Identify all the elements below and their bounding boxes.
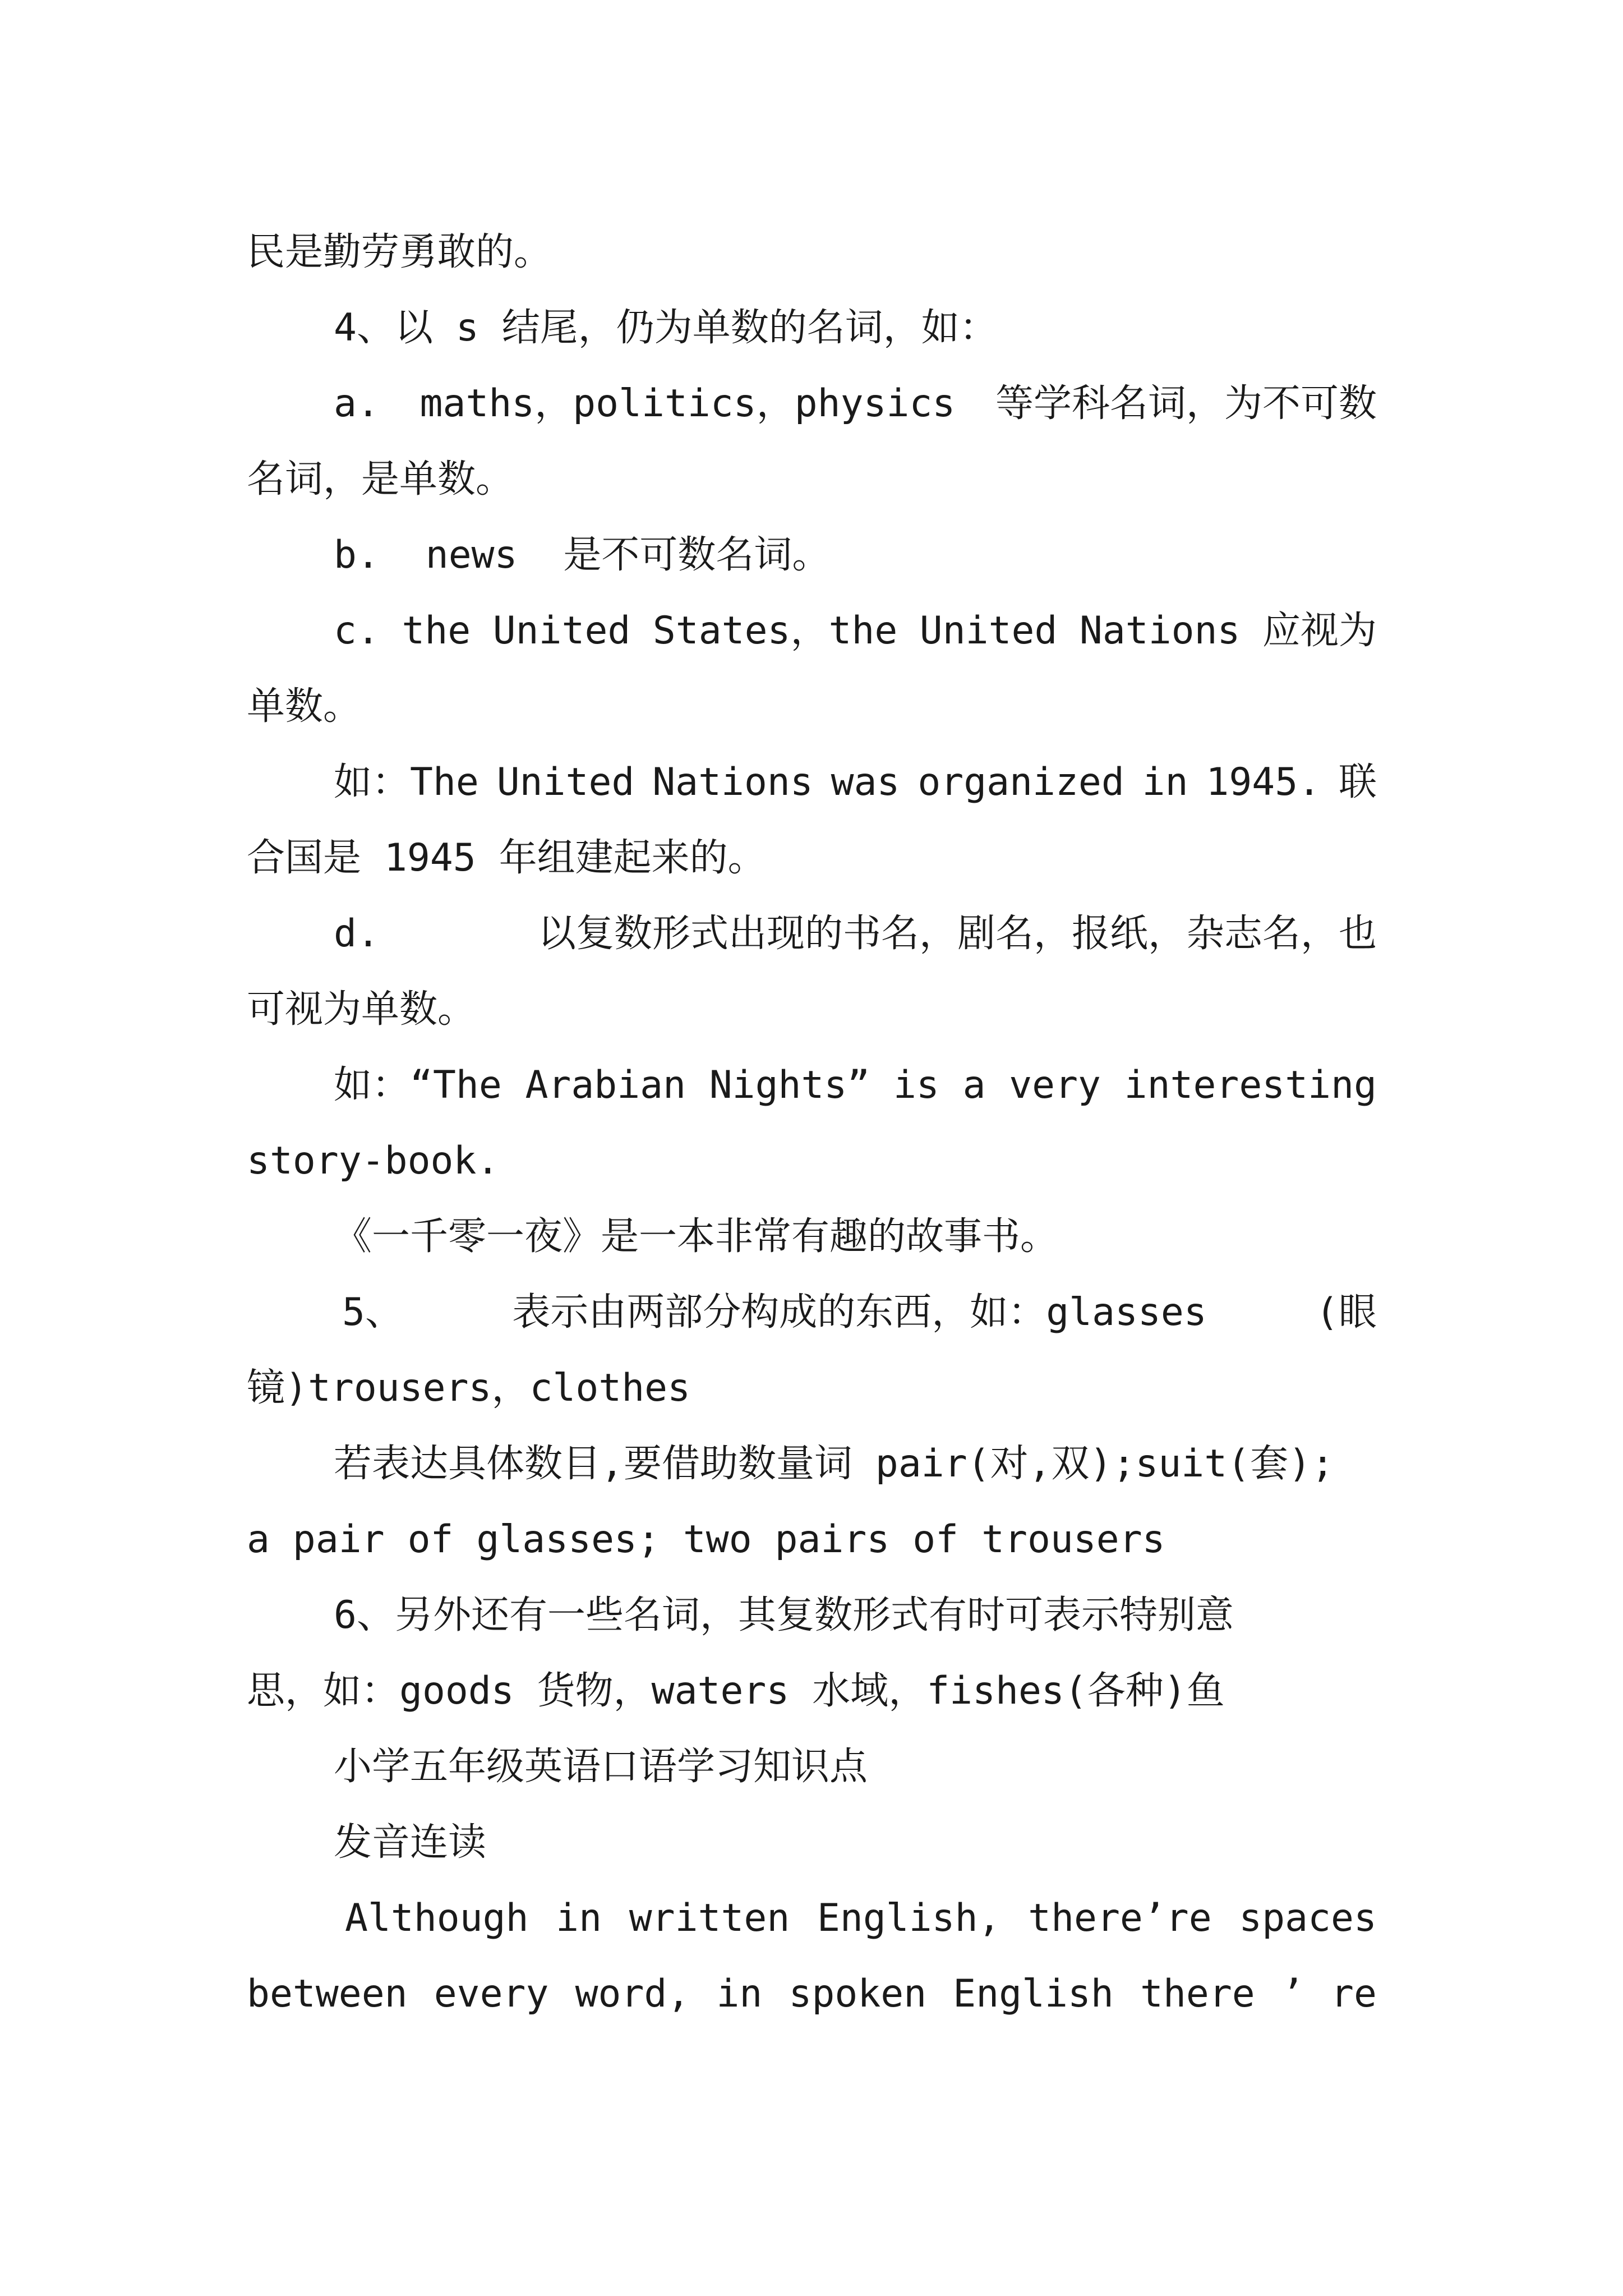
text-word: United — [492, 609, 631, 653]
text-line — [247, 825, 1511, 892]
text-word: United — [919, 609, 1058, 653]
text-word: 如：“The — [334, 1063, 502, 1107]
text-line — [334, 1430, 1511, 1498]
text-line — [334, 295, 1511, 362]
text-line — [247, 976, 1511, 1043]
text-word: spaces — [1239, 1896, 1377, 1940]
text-word: there — [1140, 1972, 1255, 2016]
text-line — [247, 446, 1511, 513]
text-word: between — [247, 1972, 408, 2016]
text-word: States，the — [652, 609, 898, 653]
text-word: very — [1009, 1063, 1101, 1107]
text-run: 可视为单数。 — [247, 987, 476, 1032]
text-word: every — [434, 1972, 549, 2016]
text-word: 如：The — [334, 760, 479, 804]
text-line — [247, 219, 1511, 286]
text-run: 名词，是单数。 — [247, 457, 514, 501]
text-word: 以复数形式出现的书名，剧名，报纸，杂志名，也 — [537, 912, 1377, 956]
text-word: (眼 — [1316, 1290, 1377, 1335]
text-line — [342, 1279, 1377, 1346]
text-word: English, — [817, 1896, 1001, 1940]
text-line — [247, 1961, 1377, 2028]
text-word: 应视为 — [1262, 609, 1377, 653]
text-line — [247, 1128, 1511, 1195]
text-word: 1945. — [1206, 760, 1321, 804]
text-word: in — [1142, 760, 1188, 804]
text-line — [334, 1582, 1377, 1649]
text-word: 5、 — [342, 1290, 403, 1335]
text-run: a pair of glasses; two pairs of trousers — [247, 1517, 1165, 1562]
text-word: was — [831, 760, 900, 804]
text-run: 思，如：goods 货物，waters 水域，fishes(各种)鱼 — [247, 1669, 1225, 1713]
text-line — [247, 1506, 1511, 1573]
text-run: 4、以 s 结尾，仍为单数的名词，如： — [334, 306, 998, 350]
text-word: d. — [334, 912, 380, 956]
text-word: c. — [334, 609, 380, 653]
text-word: a. — [334, 381, 380, 426]
text-word: spoken — [789, 1972, 927, 2016]
text-word: United — [496, 760, 635, 804]
text-word: Nations — [652, 760, 813, 804]
text-line — [334, 1052, 1377, 1119]
text-run: 小学五年级英语口语学习知识点 — [334, 1745, 868, 1789]
text-word: written — [629, 1896, 790, 1940]
text-word: Arabian — [525, 1063, 686, 1107]
text-word: is — [893, 1063, 939, 1107]
text-word: a — [962, 1063, 986, 1107]
text-word: Nations — [1079, 609, 1241, 653]
text-line — [334, 1733, 1511, 1801]
text-line — [247, 1658, 1511, 1725]
text-run: 若表达具体数目,要借助数量词 pair(对,双);suit(套); — [334, 1442, 1334, 1486]
text-line — [334, 1809, 1511, 1876]
text-word: 6、另外还有一些名词，其复数形式有时可表示特别意 — [334, 1593, 1234, 1637]
text-word: ’ — [1281, 1972, 1304, 2016]
text-run: 单数。 — [247, 684, 362, 729]
text-run: 《一千零一夜》是一本非常有趣的故事书。 — [334, 1214, 1059, 1259]
text-word: Nights” — [709, 1063, 870, 1107]
text-line — [345, 1885, 1377, 1952]
text-word: in — [716, 1972, 763, 2016]
text-run: 镜)trousers，clothes — [247, 1366, 691, 1410]
text-line — [334, 749, 1377, 816]
text-line — [334, 1203, 1511, 1271]
text-word: interesting — [1124, 1063, 1377, 1107]
text-word: 联 — [1338, 760, 1377, 804]
text-word: English — [953, 1972, 1114, 2016]
text-line — [334, 597, 1377, 665]
text-line — [334, 522, 1511, 589]
text-run: story-book. — [247, 1139, 500, 1183]
text-line — [247, 1355, 1511, 1422]
text-run: 民是勤劳勇敢的。 — [247, 230, 552, 274]
text-run: 发音连读 — [334, 1820, 487, 1865]
text-word: 表示由两部分构成的东西，如：glasses — [512, 1290, 1207, 1335]
text-word: re — [1331, 1972, 1377, 2016]
text-word: Although — [345, 1896, 529, 1940]
text-word: word, — [575, 1972, 690, 2016]
text-word: the — [402, 609, 471, 653]
text-word: maths，politics，physics — [419, 381, 956, 426]
text-word: organized — [917, 760, 1124, 804]
text-word: in — [556, 1896, 602, 1940]
text-run: 合国是 1945 年组建起来的。 — [247, 836, 766, 880]
text-word: 等学科名词，为不可数 — [995, 381, 1377, 426]
text-line — [334, 900, 1377, 968]
text-line — [247, 673, 1511, 740]
text-word: there’re — [1028, 1896, 1212, 1940]
text-run: b. news 是不可数名词。 — [334, 533, 831, 577]
text-line — [334, 370, 1377, 438]
